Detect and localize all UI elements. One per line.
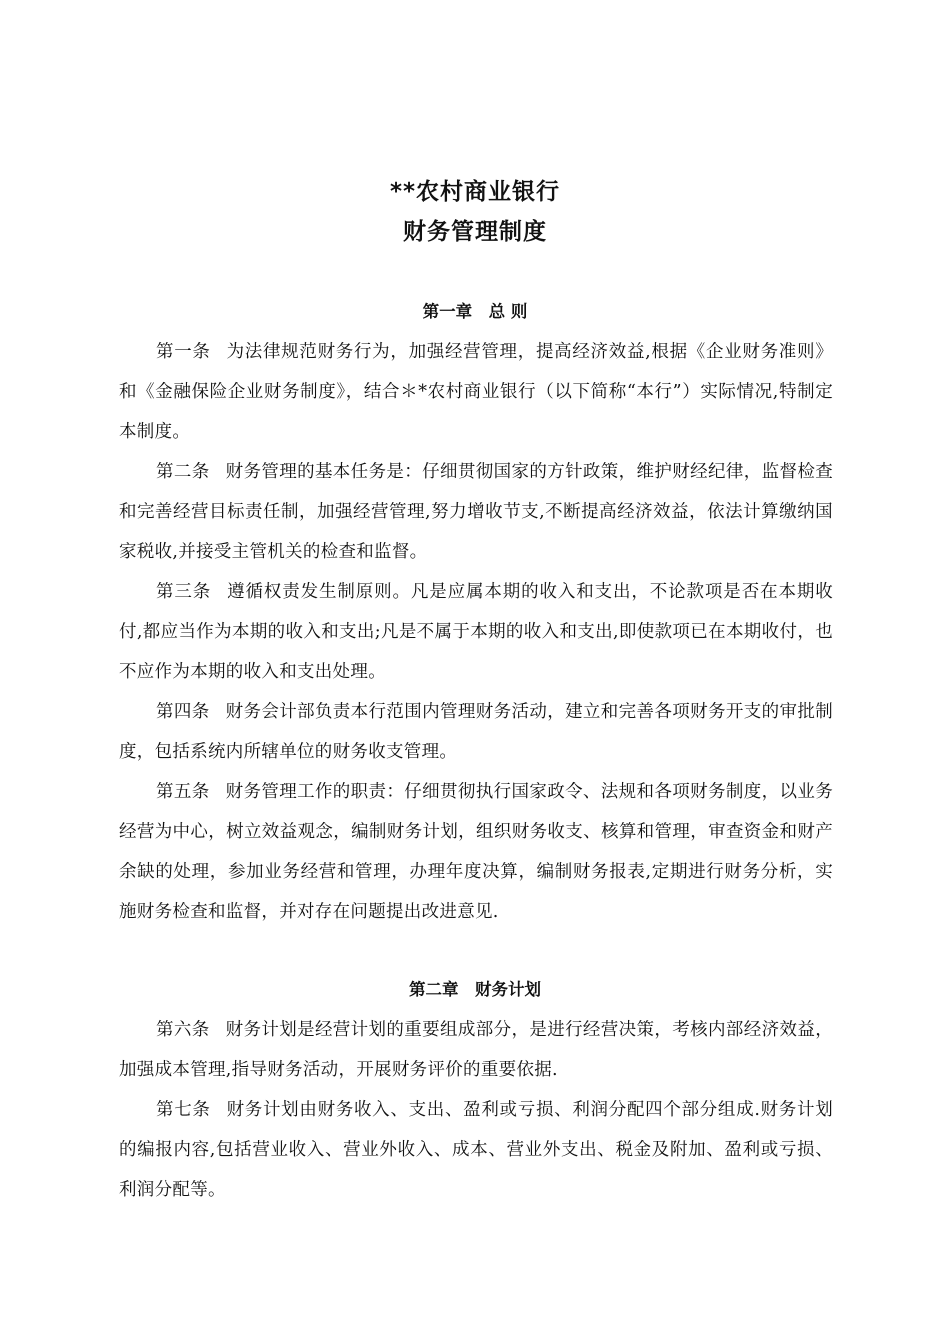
article-text: 财务管理工作的职责：仔细贯彻执行国家政令、法规和各项财务制度，以业务经营为中心，树立效益观念，编制财务计划，组织财务收支、核算和管理，审查资金和财产余缺的处理，参加业务经营和管理，办理年度决算，编制财务报表,定期进行财务分析，实施财务检查和监督，并对存在问题提出改进意见. — [119, 782, 833, 922]
article-label: 第四条 — [156, 702, 210, 722]
chapter-1-body — [119, 332, 833, 932]
article-text: 财务计划是经营计划的重要组成部分，是进行经营决策，考核内部经济效益，加强成本管理,指导财务活动，开展财务评价的重要依据. — [119, 1020, 833, 1080]
article-text: 财务会计部负责本行范围内管理财务活动，建立和完善各项财务开支的审批制度，包括系统内所辖单位的财务收支管理。 — [119, 702, 833, 762]
chapter-heading-1: 第一章 总 则 — [422, 302, 528, 321]
document-title — [0, 172, 950, 252]
article-label: 第七条 — [156, 1100, 211, 1120]
article-1 — [119, 332, 833, 452]
article-7 — [119, 1090, 833, 1210]
article-6 — [119, 1010, 833, 1090]
article-label: 第五条 — [156, 782, 210, 802]
title-regulation-name: 财务管理制度 — [403, 219, 547, 245]
article-label: 第一条 — [156, 342, 211, 362]
article-label: 第二条 — [156, 462, 210, 482]
article-text: 为法律规范财务行为，加强经营管理，提高经济效益,根据《企业财务准则》和《金融保险企业财务制度》，结合＊*农村商业银行（以下简称“本行”）实际情况,特制定本制度。 — [119, 342, 833, 442]
article-5 — [119, 772, 833, 932]
article-2 — [119, 452, 833, 572]
article-label: 第六条 — [156, 1020, 210, 1040]
article-3 — [119, 572, 833, 692]
article-label: 第三条 — [156, 582, 212, 602]
chapter-2-body — [119, 1010, 833, 1210]
chapter-heading-2: 第二章 财务计划 — [409, 980, 541, 999]
article-text: 财务计划由财务收入、支出、盈利或亏损、利润分配四个部分组成.财务计划的编报内容,包括营业收入、营业外收入、成本、营业外支出、税金及附加、盈利或亏损、利润分配等。 — [119, 1100, 833, 1200]
article-text: 遵循权责发生制原则。凡是应属本期的收入和支出，不论款项是否在本期收付,都应当作为本期的收入和支出;凡是不属于本期的收入和支出,即使款项已在本期收付，也不应作为本期的收入和支出处理。 — [119, 582, 833, 682]
article-text: 财务管理的基本任务是：仔细贯彻国家的方针政策，维护财经纪律，监督检查和完善经营目标责任制，加强经营管理,努力增收节支,不断提高经济效益，依法计算缴纳国家税收,并接受主管机关的检查和监督。 — [119, 462, 833, 562]
title-bank-name: **农村商业银行 — [389, 179, 561, 205]
article-4 — [119, 692, 833, 772]
